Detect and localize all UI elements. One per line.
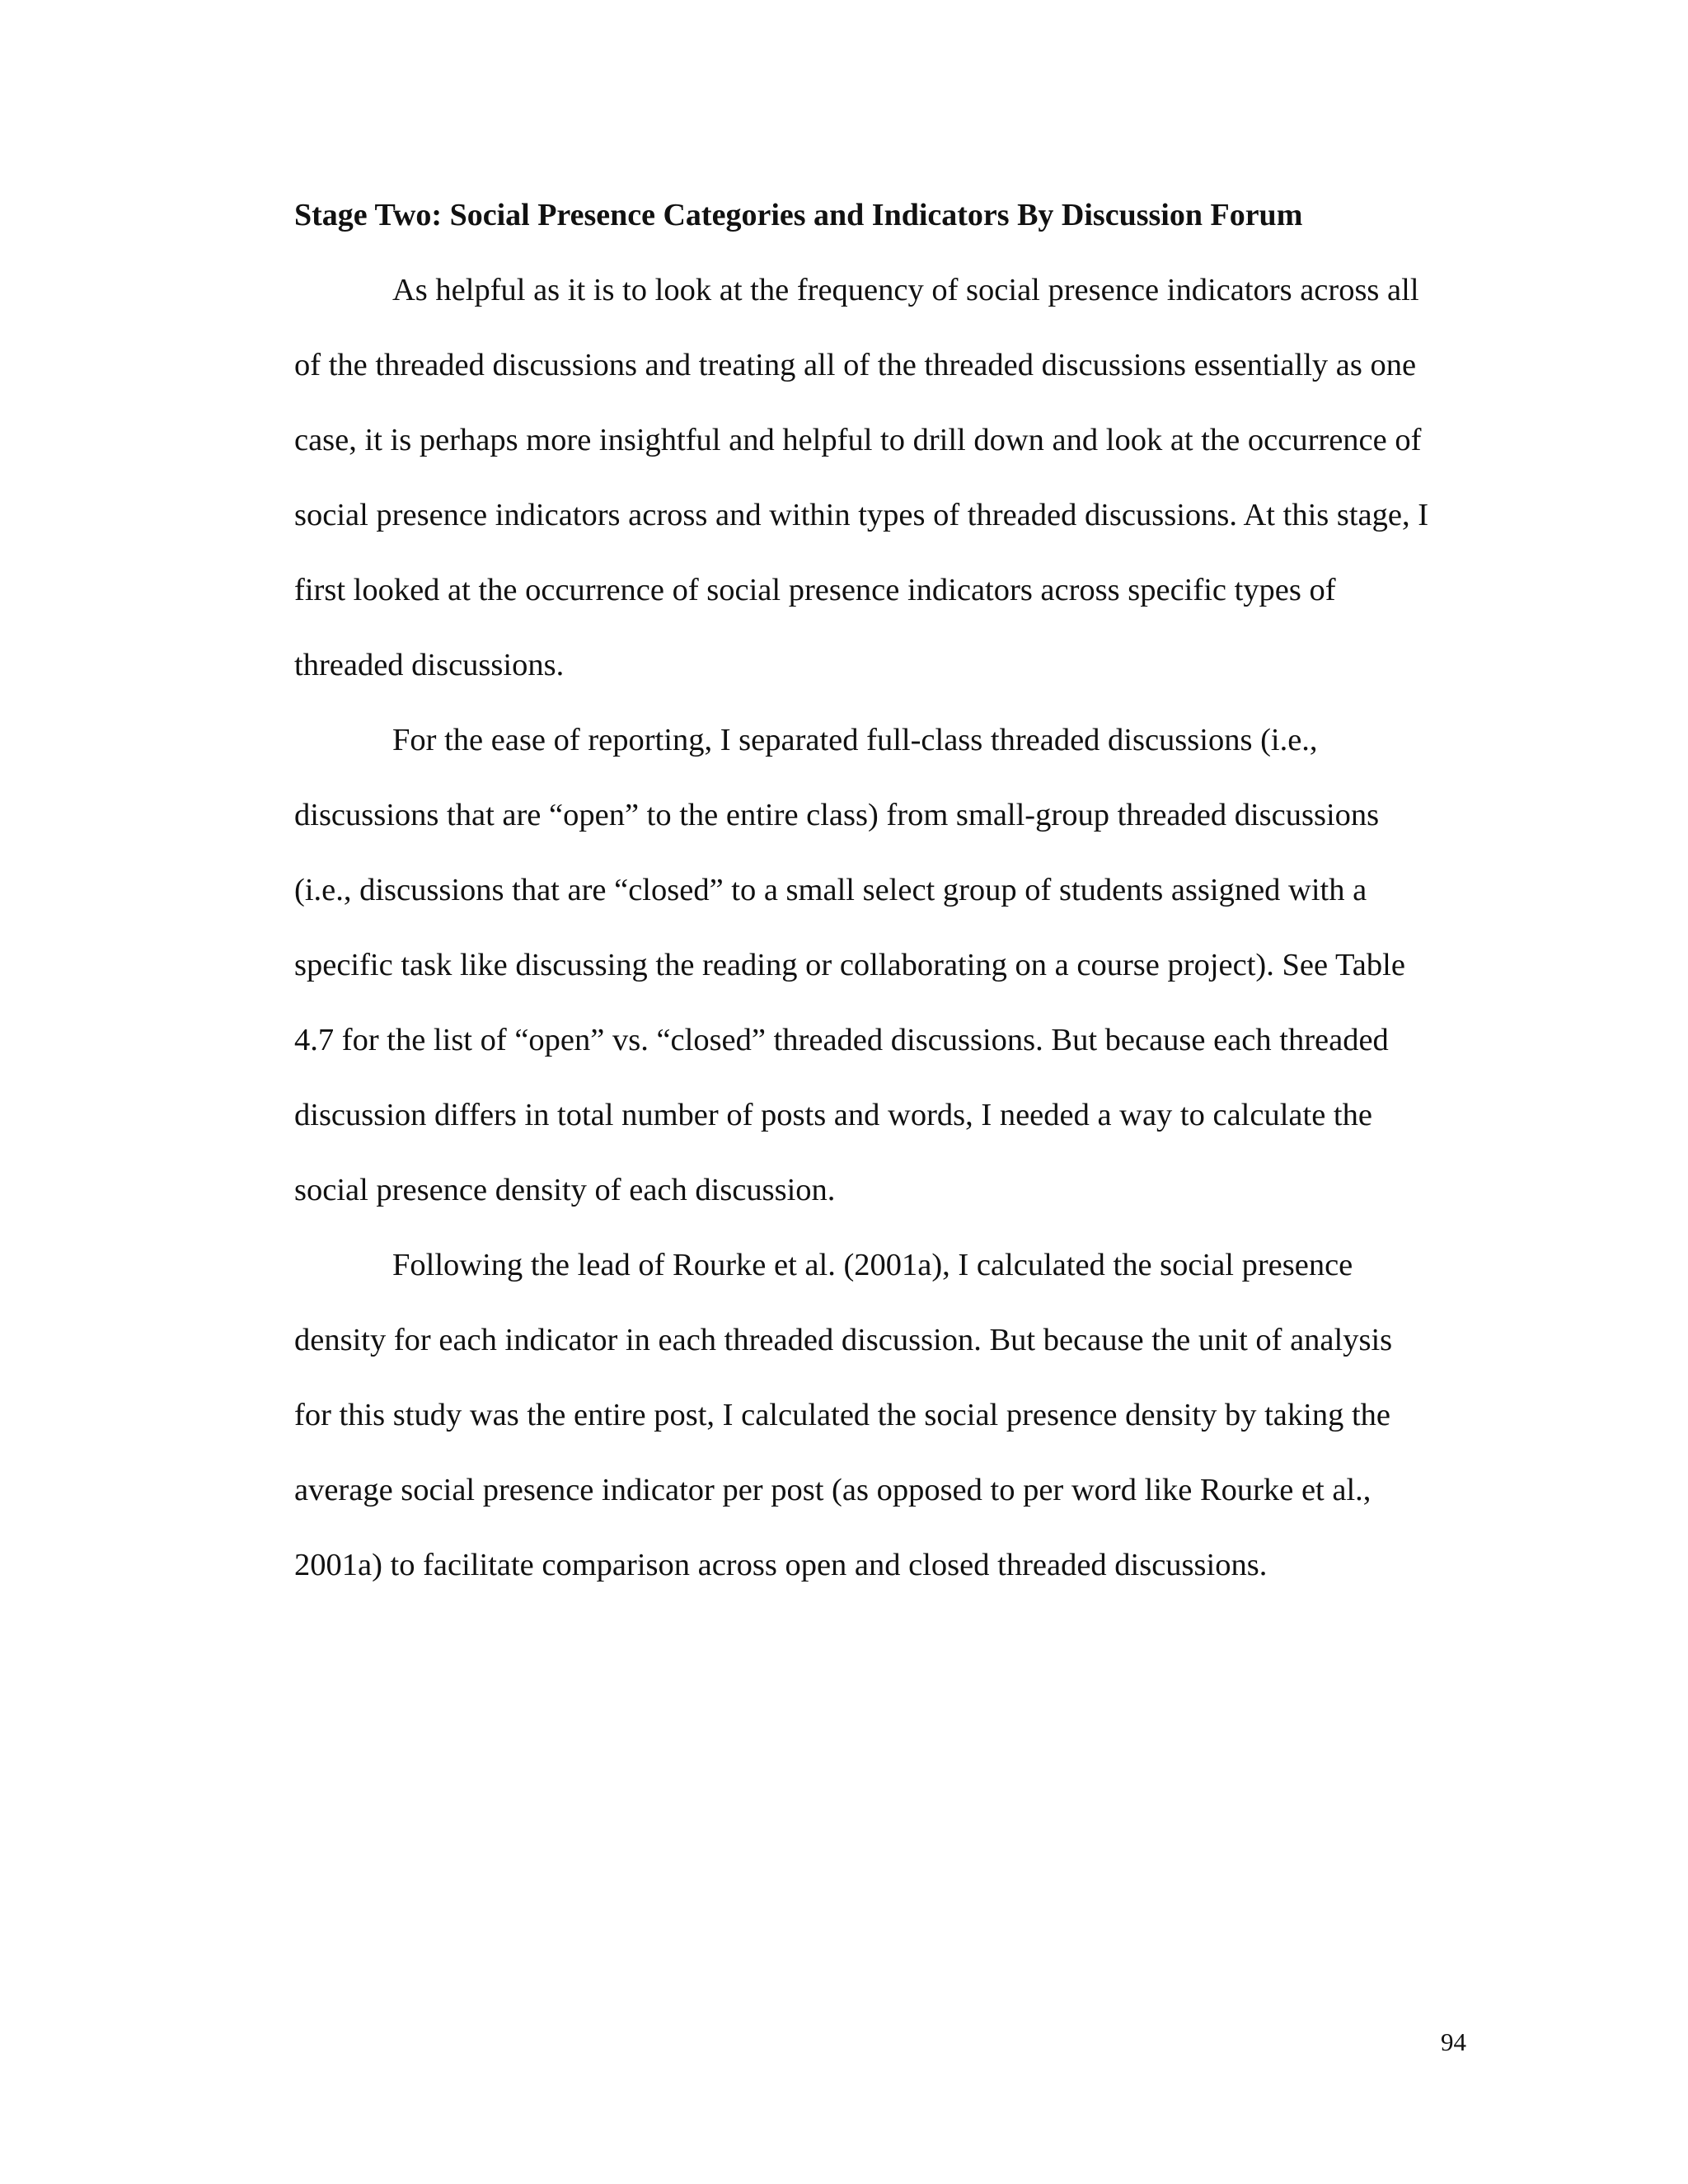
paragraph-3-line-2: density for each indicator in each threaded discussion. But because the unit of analysis [294,1323,1393,1357]
paragraph-1-line-3: case, it is perhaps more insightful and helpful to drill down and look at the occurrence of [294,423,1422,457]
paragraph-2-line-6: discussion differs in total number of posts and words, I needed a way to calculate the [294,1098,1372,1132]
paragraph-1-line-5: first looked at the occurrence of social presence indicators across specific types of [294,573,1336,607]
paragraph-1-line-6: threaded discussions. [294,648,565,682]
paragraph-2-line-2: discussions that are “open” to the entire class) from small-group threaded discussions [294,798,1380,832]
paragraph-2-line-5: 4.7 for the list of “open” vs. “closed” threaded discussions. But because each threaded [294,1023,1389,1057]
paragraph-2-line-7: social presence density of each discussion. [294,1173,836,1207]
paragraph-3-line-5: 2001a) to facilitate comparison across open and closed threaded discussions. [294,1548,1268,1582]
page-number: 94 [1441,2027,1466,2056]
paragraph-3-line-1: Following the lead of Rourke et al. (2001a), I calculated the social presence [392,1248,1353,1282]
paragraph-1-line-1: As helpful as it is to look at the frequency of social presence indicators across all [392,273,1419,307]
paragraph-1-line-4: social presence indicators across and within types of threaded discussions. At this stage, I [294,498,1429,532]
paragraph-2-line-4: specific task like discussing the reading or collaborating on a course project). See Table [294,948,1405,982]
section-heading: Stage Two: Social Presence Categories and Indicators By Discussion Forum [294,198,1303,232]
paragraph-3-line-4: average social presence indicator per post (as opposed to per word like Rourke et al., [294,1473,1372,1507]
paragraph-1-line-2: of the threaded discussions and treating all of the threaded discussions essentially as one [294,348,1417,382]
paragraph-2-line-1: For the ease of reporting, I separated full-class threaded discussions (i.e., [392,723,1318,757]
paragraph-2-line-3: (i.e., discussions that are “closed” to a small select group of students assigned with a [294,873,1367,907]
paragraph-3-line-3: for this study was the entire post, I calculated the social presence density by taking the [294,1398,1390,1432]
